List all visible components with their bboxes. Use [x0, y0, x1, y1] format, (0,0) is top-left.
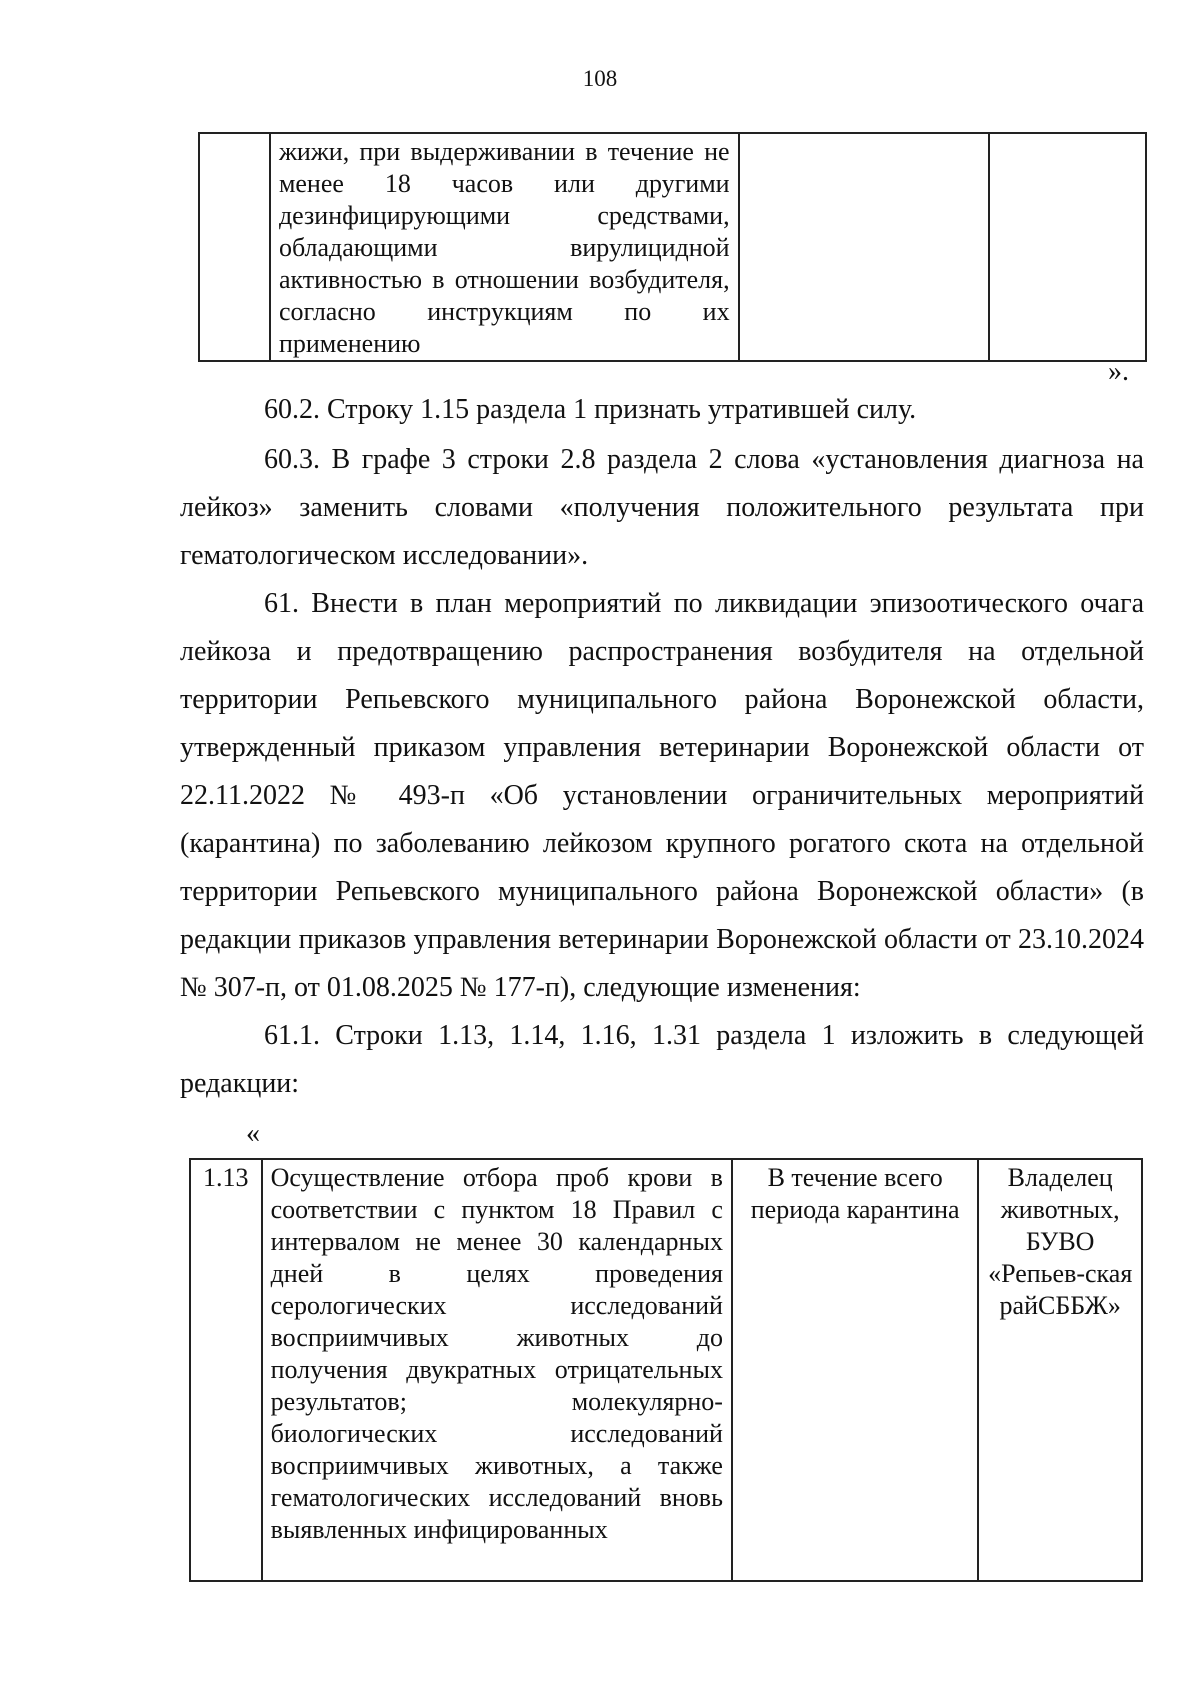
period-cell	[739, 133, 989, 361]
paragraph-61-1: 61.1. Строки 1.13, 1.14, 1.16, 1.31 раздела 1 изложить в следующей редакции:	[180, 1020, 1144, 1099]
paragraph-61: 61. Внести в план мероприятий по ликвидации эпизоотического очага лейкоза и предотвращению распространения возбудителя на отдельной территории Репьевского муниципального района Воронежской области, утвержденный приказом управления ветеринарии Воронежской области от 22.11.2022 № 493-п «Об установлении ограничительных мероприятий (карантина) по заболеванию лейкозом крупного рогатого скота на отдельной территории Репьевского муниципального района Воронежской области» (в редакции приказов управления ветеринарии Воронежской области от 23.10.2024 № 307-п, от 01.08.2025 № 177-п), следующие изменения:	[180, 588, 1144, 1003]
period-cell: В течение всего периода карантина	[732, 1159, 978, 1581]
row-number-cell: 1.13	[190, 1159, 262, 1581]
table-row	[190, 1159, 1142, 1581]
row-number-cell	[199, 133, 270, 361]
measure-text-cell: жижи, при выдерживании в течение не менее 18 часов или другими дезинфицирующими средствами, обладающими вирулицидной активностью в отношении возбудителя, согласно инструкциям по их применению	[270, 133, 739, 361]
new-measures-table	[189, 1158, 1143, 1582]
table-row	[199, 133, 1146, 361]
continued-measures-table	[198, 132, 1147, 362]
paragraph-60-2: 60.2. Строку 1.15 раздела 1 признать утратившей силу.	[264, 394, 917, 425]
page-number: 108	[582, 66, 618, 91]
paragraph-60-3: 60.3. В графе 3 строки 2.8 раздела 2 слова «установления диагноза на лейкоз» заменить словами «получения положительного результата при гематологическом исследовании».	[180, 444, 1144, 571]
responsible-cell	[989, 133, 1146, 361]
measure-text-cell: Осуществление отбора проб крови в соответствии с пунктом 18 Правил с интервалом не менее 30 календарных дней в целях проведения серологических исследований восприимчивых животных до получения двукратных отрицательных результатов; молекулярно-биологических исследований восприимчивых животных, а также гематологических исследований вновь выявленных инфицированных	[262, 1159, 732, 1581]
opening-quote: «	[246, 1118, 260, 1149]
closing-quote: ».	[1108, 356, 1129, 387]
responsible-cell: Владелец животных, БУВО «Репьев-ская райСББЖ»	[978, 1159, 1142, 1581]
